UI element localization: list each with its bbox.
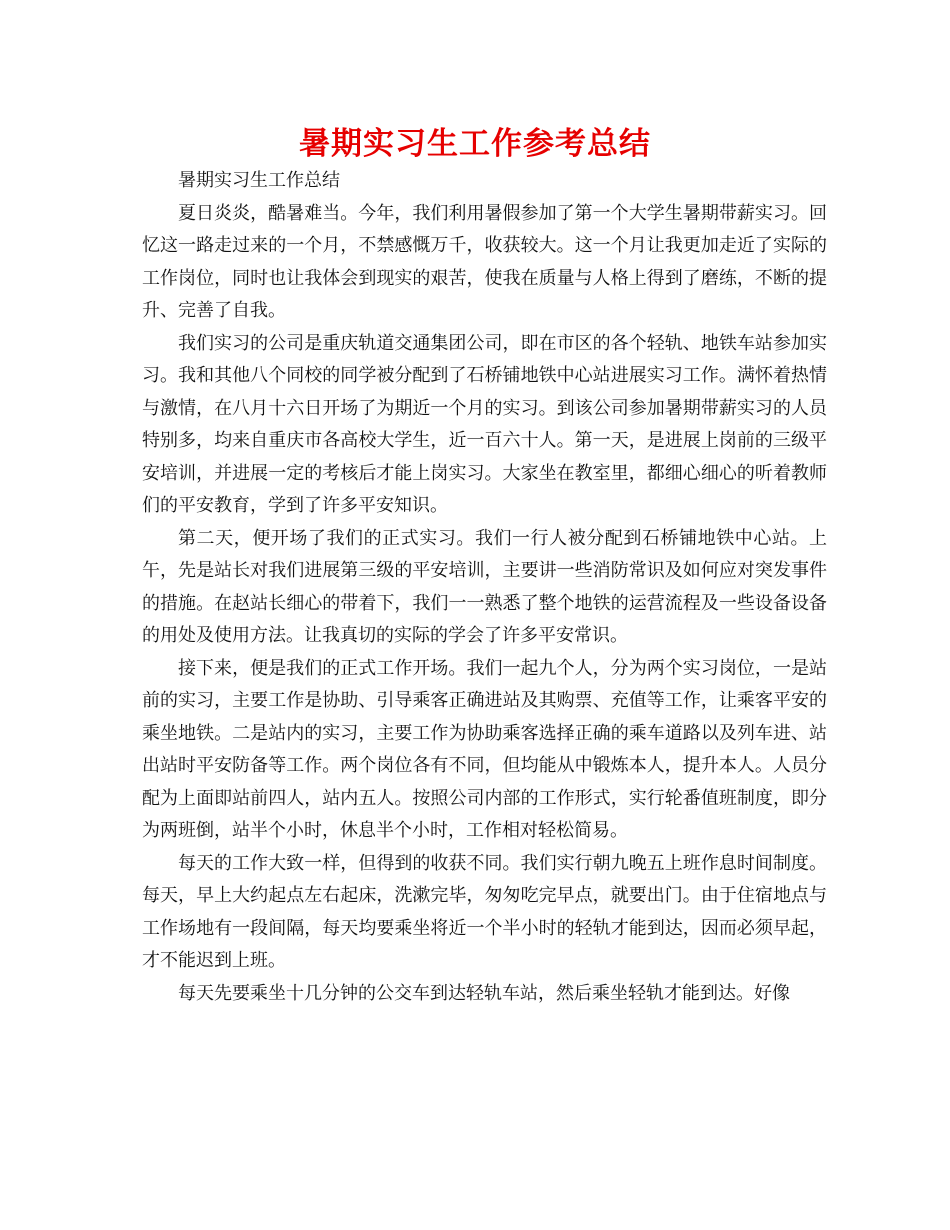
paragraph-subtitle: 暑期实习生工作总结 [178, 170, 340, 191]
document-body [142, 165, 827, 1010]
paragraph: 夏日炎炎，酷暑难当。今年，我们利用暑假参加了第一个大学生暑期带薪实习。回忆这一路走过来的一个月，不禁感慨万千，收获较大。这一个月让我更加走近了实际的工作岗位，同时也让我体会到现实的艰苦，使我在质量与人格上得到了磨练，不断的提升、完善了自我。 [142, 202, 827, 321]
paragraph: 第二天，便开场了我们的正式实习。我们一行人被分配到石桥铺地铁中心站。上午，先是站长对我们进展第三级的平安培训，主要讲一些消防常识及如何应对突发事件的措施。在赵站长细心的带着下，我们一一熟悉了整个地铁的运营流程及一些设备设备的用处及使用方法。让我真切的实际的学会了许多平安常识。 [142, 527, 827, 646]
paragraph: 我们实习的公司是重庆轨道交通集团公司，即在市区的各个轻轨、地铁车站参加实习。我和其他八个同校的同学被分配到了石桥铺地铁中心站进展实习工作。满怀着热情与激情，在八月十六日开场了为期近一个月的实习。到该公司参加暑期带薪实习的人员特别多，均来自重庆市各高校大学生，近一百六十人。第一天，是进展上岗前的三级平安培训，并进展一定的考核后才能上岗实习。大家坐在教室里，都细心细心的听着教师们的平安教育，学到了许多平安知识。 [142, 332, 827, 516]
paragraph: 接下来，便是我们的正式工作开场。我们一起九个人，分为两个实习岗位，一是站前的实习，主要工作是协助、引导乘客正确进站及其购票、充值等工作，让乘客平安的乘坐地铁。二是站内的实习，主要工作为协助乘客选择正确的乘车道路以及列车进、站出站时平安防备等工作。两个岗位各有不同，但均能从中锻炼本人，提升本人。人员分配为上面即站前四人，站内五人。按照公司内部的工作形式，实行轮番值班制度，即分为两班倒，站半个小时，休息半个小时，工作相对轻松简易。 [142, 657, 827, 841]
document-title: 暑期实习生工作参考总结 [299, 126, 651, 162]
paragraph: 每天先要乘坐十几分钟的公交车到达轻轨车站，然后乘坐轻轨才能到达。好像 [178, 982, 790, 1004]
paragraph: 每天的工作大致一样，但得到的收获不同。我们实行朝九晚五上班作息时间制度。每天，早上大约起点左右起床，洗漱完毕，匆匆吃完早点，就要出门。由于住宿地点与工作场地有一段间隔，每天均要乘坐将近一个半小时的轻轨才能到达，因而必须早起，才不能迟到上班。 [142, 852, 827, 971]
